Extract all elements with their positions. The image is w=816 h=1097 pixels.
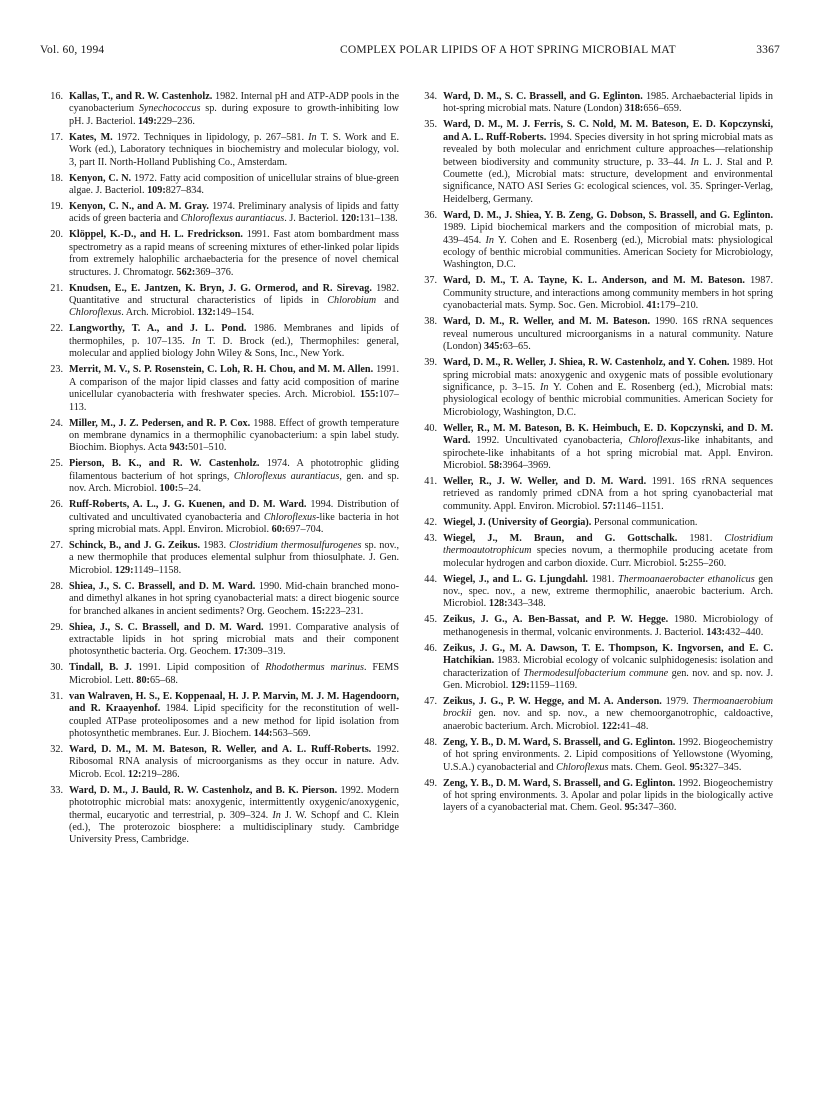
reference-authors: Ruff-Roberts, A. L., J. G. Kuenen, and D. M. Ward.: [69, 499, 307, 511]
reference-volume: 95:: [624, 802, 639, 814]
reference-italic: In: [485, 234, 495, 246]
reference-entry: [47, 785, 399, 847]
reference-authors: Ward, D. M., M. J. Ferris, S. C. Nold, M. M. Bateson, E. D. Kopczynski, and A. L. Ruff-Roberts.: [443, 119, 773, 143]
reference-text: gen. nov. and sp. nov. J. Gen. Microbiol.: [443, 667, 773, 691]
reference-volume: 132:: [197, 307, 216, 319]
reference-volume: 128:: [488, 598, 508, 610]
reference-authors: Kates, M.: [69, 131, 113, 143]
reference-text: 1994. Distribution of cultivated and uncultivated cyanobacteria and: [69, 499, 399, 523]
reference-number: 38.: [424, 316, 437, 328]
reference-text: 1984. Lipid specificity for the reconstitution of well-coupled ATPase proteoliposomes and a new method for lipid isolation from photosynthetic membranes. Eur. J. Biochem.: [69, 703, 399, 739]
reference-entry: [421, 91, 773, 116]
reference-volume: 129:: [510, 680, 530, 691]
reference-text: 1982. Quantitative and structural characteristics of lipids in: [69, 282, 400, 307]
reference-number: 21.: [50, 282, 63, 294]
reference-text: 1992. Biogeochemistry of hot spring environments. 3. Apolar and polar lipids in the biologically active layers of a cyanobacterial mat. Chem. Geol.: [443, 777, 773, 814]
reference-entry: [47, 323, 399, 360]
reference-text: 1990. 16S rRNA sequences reveal numerous uncultured microorganisms in a natural community. Nature (London): [443, 316, 773, 353]
reference-number: 39.: [424, 357, 437, 369]
reference-entry: [421, 614, 773, 639]
page-header: [40, 44, 780, 62]
reference-pages: 3964–3969.: [502, 459, 551, 471]
reference-pages: 563–569.: [272, 728, 311, 739]
reference-volume: 80:: [136, 674, 150, 686]
reference-authors: Tindall, B. J.: [69, 662, 132, 674]
reference-number: 33.: [50, 784, 63, 796]
reference-authors: Zeikus, J. G., M. A. Dawson, T. E. Thompson, K. Ingvorsen, and E. C. Hatchikian.: [443, 642, 773, 667]
reference-pages: 343–348.: [507, 598, 546, 610]
reference-text: 1992. Modern phototrophic microbial mats: anoxygenic, intermittently oxygenic/anoxygenic, thermal, eucaryotic and terrestrial, p. 309–324.: [69, 784, 399, 821]
reference-number: 29.: [50, 621, 63, 633]
reference-text: 1972. Techniques in lipidology, p. 267–581.: [112, 131, 309, 143]
reference-authors: Zeng, Y. B., D. M. Ward, S. Brassell, and G. Eglinton.: [443, 777, 676, 789]
reference-number: 22.: [50, 323, 63, 335]
reference-authors: Miller, M., J. Z. Pedersen, and R. P. Cox.: [69, 417, 251, 429]
reference-entry: [421, 210, 773, 272]
reference-italic: Chloroflexus aurantiacus: [233, 470, 340, 482]
reference-pages: 1159–1169.: [529, 680, 578, 691]
reference-entry: [47, 173, 399, 198]
reference-volume: 129:: [114, 564, 134, 576]
reference-entry: [47, 201, 399, 226]
reference-authors: van Walraven, H. S., E. Koppenaal, H. J. P. Marvin, M. J. M. Hagendoorn, and R. Kraayenhof.: [69, 690, 399, 715]
reference-volume: 15:: [311, 605, 326, 617]
reference-pages: 5–24.: [178, 483, 202, 495]
reference-authors: Schinck, B., and J. G. Zeikus.: [69, 539, 201, 551]
reference-entry: [47, 622, 399, 659]
reference-text: , gen. and sp. nov. Arch. Microbiol.: [69, 470, 400, 495]
reference-authors: Pierson, B. K., and R. W. Castenholz.: [69, 458, 260, 470]
reference-volume: 58:: [488, 459, 503, 471]
reference-authors: Shiea, J., S. C. Brassell, and D. M. Ward.: [69, 621, 264, 633]
reference-number: 44.: [424, 573, 437, 585]
reference-number: 48.: [424, 736, 437, 748]
reference-text: and: [376, 295, 399, 307]
reference-number: 46.: [424, 642, 437, 654]
running-title: COMPLEX POLAR LIPIDS OF A HOT SPRING MICROBIAL MAT: [340, 44, 676, 56]
reference-text: gen. nov. and sp. nov., a new chemoorganotrophic, caldoactive, anaerobic bacterium. Arch. Microbiol.: [443, 708, 773, 732]
reference-number: 47.: [424, 696, 437, 707]
reference-authors: Langworthy, T. A., and J. L. Pond.: [69, 323, 247, 335]
reference-authors: Wiegel, J. (University of Georgia).: [443, 516, 592, 528]
reference-authors: Knudsen, E., E. Jantzen, K. Bryn, J. G. Ormerod, and R. Sirevag.: [69, 282, 372, 294]
reference-volume: 12:: [127, 768, 142, 780]
reference-number: 35.: [424, 119, 437, 131]
reference-text: 1994. Species diversity in hot spring microbial mats as revealed by both molecular and enrichment culture approaches—relationship between biodiversity and community structure, p. 33–44.: [443, 131, 773, 168]
reference-authors: Ward, D. M., S. C. Brassell, and G. Eglinton.: [443, 91, 643, 102]
reference-number: 25.: [50, 458, 63, 470]
reference-entry: [47, 364, 399, 414]
reference-volume: 562:: [176, 266, 196, 278]
reference-volume: 17:: [233, 646, 248, 658]
reference-pages: 255–260.: [688, 557, 727, 569]
reference-text: 1988. Effect of growth temperature on membrane dynamics in a thermophilic cyanobacterium: a spin label study. Biochim. Biophys. Acta: [69, 417, 399, 454]
reference-pages: 656–659.: [643, 103, 682, 115]
reference-text: . Arch. Microbiol.: [121, 307, 198, 319]
reference-number: 20.: [50, 229, 63, 241]
reference-entry: [421, 119, 773, 206]
reference-number: 41.: [424, 475, 437, 487]
reference-authors: Ward, D. M., R. Weller, and M. M. Bateson.: [443, 316, 651, 328]
reference-text: J. W. Schopf and C. Klein (ed.), The proterozoic biosphere: a multidisciplinary study. Cambridge University Press, Cambridge.: [69, 809, 399, 846]
reference-authors: Ward, D. M., M. M. Bateson, R. Weller, and A. L. Ruff-Roberts.: [69, 744, 372, 755]
reference-authors: Zeng, Y. B., D. M. Ward, S. Brassell, and G. Eglinton.: [443, 736, 676, 748]
reference-authors: Klöppel, K.-D., and H. L. Fredrickson.: [69, 229, 243, 241]
reference-authors: Ward, D. M., J. Shiea, Y. B. Zeng, G. Dobson, S. Brassell, and G. Eglinton.: [443, 209, 773, 221]
reference-entry: [47, 458, 399, 495]
reference-entry: [47, 540, 399, 577]
reference-pages: 309–319.: [247, 646, 286, 658]
reference-pages: 149–154.: [215, 307, 254, 319]
reference-volume: 109:: [147, 185, 166, 197]
reference-text: 1990. Mid-chain branched mono- and dimethyl alkanes in hot spring cyanobacterial mats: a direct biogenic source for branched alkanes in ancient sediments? Org. Geochem.: [69, 580, 399, 617]
reference-text: species novum, a thermophile producing acetate from molecular hydrogen and carbon dioxide. Curr. Microbiol.: [443, 545, 773, 569]
reference-text: 1982. Internal pH and ATP-ADP pools in the cyanobacterium: [69, 91, 399, 115]
reference-volume: 345:: [484, 341, 503, 353]
reference-text: T. S. Work and E. Work (ed.), Laboratory techniques in biochemistry and molecular biology, vol. 3, part II. North-Holland Publishing Co., Amsterdam.: [69, 131, 399, 168]
reference-text: 1981.: [587, 573, 618, 585]
reference-pages: 501–510.: [188, 442, 227, 454]
reference-text: Y. Cohen and E. Rosenberg (ed.), Microbial mats: physiological ecology of benthic microbial communities. American Society for Microbiology, Washington, D.C.: [443, 234, 774, 271]
reference-entry: [47, 132, 399, 169]
reference-authors: Wiegel, J., M. Braun, and G. Gottschalk.: [443, 532, 678, 544]
reference-number: 30.: [50, 662, 63, 674]
reference-number: 17.: [50, 131, 63, 143]
reference-italic: Chloroflexus aurantiacus: [180, 213, 285, 225]
reference-text: 1974. Preliminary analysis of lipids and fatty acids of green bacteria and: [69, 201, 399, 225]
reference-volume: 95:: [689, 761, 704, 773]
reference-volume: 5:: [679, 557, 689, 569]
reference-number: 31.: [50, 690, 63, 702]
reference-entry: [47, 691, 399, 741]
reference-entry: [421, 316, 773, 353]
reference-number: 18.: [50, 172, 63, 184]
reference-italic: Clostridium thermoautotrophicum: [443, 532, 773, 557]
reference-pages: 179–210.: [660, 300, 699, 312]
reference-italic: Chloroflexus: [556, 761, 609, 773]
reference-text: Personal communication.: [591, 516, 698, 528]
reference-text: mats. Chem. Geol.: [608, 761, 690, 773]
reference-number: 24.: [50, 417, 63, 429]
reference-pages: 1146–1151.: [616, 500, 664, 512]
reference-entry: [421, 357, 773, 419]
reference-text: 1989. Lipid biochemical markers and the composition of microbial mats, p. 439–454.: [443, 222, 773, 246]
reference-text: 1986. Membranes and lipids of thermophiles, p. 107–135.: [69, 323, 399, 347]
reference-number: 19.: [50, 201, 63, 213]
reference-text: -like inhabitants, and spirochete-like inhabitants of a hot spring microbial mat. Appl. Environ. Microbiol.: [443, 435, 773, 471]
reference-text: 1992. Biogeochemistry of hot spring environments. 2. Lipid compositions of Yellowstone (Wyoming, U.S.A.) cyanobacterial and: [443, 736, 773, 773]
reference-entry: [47, 581, 399, 618]
reference-italic: In: [191, 335, 201, 347]
reference-pages: 107–113.: [69, 389, 399, 413]
reference-number: 42.: [424, 516, 437, 528]
reference-italic: In: [272, 809, 281, 821]
reference-entry: [421, 533, 773, 570]
reference-text: 1972. Fatty acid composition of unicellular strains of blue-green algae. J. Bacteriol.: [69, 172, 400, 197]
reference-italic: Synechococcus: [138, 103, 201, 115]
reference-text: 1991. A comparison of the major lipid classes and fatty acid composition of marine unicellular cyanobacteria with freshwater species. Arch. Microbiol.: [69, 364, 399, 401]
reference-authors: Wiegel, J., and L. G. Ljungdahl.: [443, 573, 588, 585]
reference-italic: Chloroflexus: [69, 307, 122, 319]
reference-authors: Zeikus, J. G., P. W. Hegge, and M. A. Anderson.: [443, 696, 662, 707]
reference-text: L. J. Stal and P. Coumette (ed.), Microbial mats: structure, development and environmental significance, NATO ASI Series G: ecological sciences, vol. 35. Springer-Verlag, Heidelberg, Germany.: [443, 156, 773, 205]
reference-volume: 149:: [138, 115, 157, 127]
reference-authors: Zeikus, J. G., A. Ben-Bassat, and P. W. Hegge.: [443, 614, 669, 626]
reference-pages: 432–440.: [725, 626, 764, 638]
reference-number: 26.: [50, 499, 63, 511]
reference-text: . FEMS Microbiol. Lett.: [69, 662, 399, 686]
reference-text: 1991. Comparative analysis of extractable lipids in hot spring microbial mats and their component photosynthetic bacteria. Org. Geochem.: [69, 621, 399, 658]
reference-volume: 122:: [601, 720, 621, 732]
reference-text: . J. Bacteriol.: [284, 213, 341, 225]
reference-number: 23.: [50, 364, 63, 376]
reference-text: 1992. Ribosomal RNA analysis of microorganisms as they occur in nature. Adv. Microb. Ecol.: [69, 744, 399, 780]
reference-text: sp. during exposure to growth-inhibiting low pH. J. Bacteriol.: [69, 103, 400, 127]
reference-text: 1983.: [200, 539, 230, 551]
reference-text: 1987. Community structure, and interactions among community members in hot spring cyanobacterial mats. Symp. Soc. Gen. Microbiol.: [443, 275, 773, 312]
reference-pages: 223–231.: [325, 605, 364, 617]
reference-volume: 60:: [271, 523, 286, 535]
reference-pages: 219–286.: [141, 768, 180, 780]
reference-authors: Merrit, M. V., S. P. Rosenstein, C. Loh, R. H. Chou, and M. M. Allen.: [69, 364, 374, 376]
reference-volume: 100:: [159, 483, 179, 495]
reference-text: 1991. 16S rRNA sequences retrieved as randomly primed cDNA from a hot spring cyanobacterial mat community. Appl. Environ. Microbiol.: [443, 475, 773, 512]
reference-italic: Thermoanaerobacter ethanolicus: [617, 573, 755, 585]
reference-pages: 229–236.: [156, 115, 195, 127]
reference-entry: [47, 283, 399, 320]
journal-volume: Vol. 60, 1994: [40, 44, 105, 56]
reference-text: sp. nov., a new thermophile that produces elemental sulphur from thiosulphate. J. Gen. Microbiol.: [69, 539, 400, 576]
reference-text: 1981.: [677, 532, 725, 544]
reference-volume: 155:: [359, 389, 379, 401]
reference-volume: 143:: [706, 626, 726, 638]
reference-text: 1992. Uncultivated cyanobacteria,: [470, 435, 629, 447]
reference-authors: Kenyon, C. N.: [69, 172, 132, 184]
reference-entry: [421, 476, 773, 513]
reference-entry: [421, 574, 773, 611]
reference-number: 16.: [50, 91, 63, 102]
reference-pages: 347–360.: [638, 802, 677, 814]
reference-column-right: [421, 91, 773, 818]
reference-entry: [421, 423, 773, 473]
reference-text: 1980. Microbiology of methanogenesis in thermal, volcanic environments. J. Bacteriol.: [443, 614, 773, 638]
reference-italic: Chloroflexus: [628, 435, 681, 447]
reference-volume: 120:: [340, 213, 360, 225]
reference-text: 1979.: [661, 696, 693, 707]
reference-authors: Kenyon, C. N., and A. M. Gray.: [69, 201, 209, 213]
reference-text: 1989. Hot spring microbial mats: anoxygenic and oxygenic mats of possible evolutionary significance, p. 3–15.: [443, 357, 774, 393]
reference-authors: Kallas, T., and R. W. Castenholz.: [69, 91, 213, 102]
reference-authors: Ward, D. M., R. Weller, J. Shiea, R. W. Castenholz, and Y. Cohen.: [443, 357, 730, 369]
reference-text: T. D. Brock (ed.), Thermophiles: general, molecular and applied biology John Wiley & Sons, Inc., New York.: [69, 335, 399, 360]
reference-entry: [421, 737, 773, 774]
page-number: 3367: [756, 44, 780, 56]
reference-number: 36.: [424, 209, 437, 221]
reference-italic: Thermodesulfobacterium commune: [523, 667, 669, 679]
reference-italic: In: [308, 131, 317, 143]
reference-text: 1983. Microbial ecology of volcanic sulphidogenesis: isolation and characterization of: [443, 655, 773, 679]
reference-text: 1991. Fast atom bombardment mass spectrometry as a rapid means of screening mixtures of ether-linked polar lipids from extremely halophilic archaebacteria for the presence of novel chemical structures. J. Chromatogr.: [69, 229, 399, 278]
reference-italic: Chlorobium: [327, 295, 377, 307]
reference-number: 34.: [424, 91, 437, 102]
reference-pages: 63–65.: [502, 341, 531, 353]
reference-number: 43.: [424, 532, 437, 544]
reference-entry: [47, 418, 399, 455]
reference-entry: [47, 229, 399, 279]
reference-entry: [421, 517, 773, 529]
reference-pages: 131–138.: [359, 213, 398, 225]
reference-number: 40.: [424, 422, 437, 434]
reference-italic: Thermoanaerobium brockii: [443, 696, 773, 720]
reference-entry: [47, 662, 399, 687]
reference-text: -like bacteria in hot spring microbial mats. Appl. Environ. Microbiol.: [69, 511, 399, 535]
reference-entry: [421, 696, 773, 733]
reference-authors: Shiea, J., S. C. Brassell, and D. M. Ward.: [69, 580, 256, 592]
reference-pages: 65–68.: [149, 674, 178, 686]
reference-volume: 943:: [169, 442, 189, 454]
reference-entry: [47, 91, 399, 128]
reference-pages: 369–376.: [195, 266, 234, 278]
reference-text: gen nov., spec. nov., a new, extreme thermophilic, anaerobic bacterium. Arch. Microbiol.: [443, 573, 773, 610]
reference-entry: [421, 643, 773, 693]
reference-entry: [421, 778, 773, 815]
reference-number: 49.: [424, 777, 437, 789]
reference-entry: [421, 275, 773, 312]
reference-italic: Clostridium thermosulfurogenes: [229, 539, 362, 551]
reference-authors: Ward, D. M., T. A. Tayne, K. L. Anderson, and M. M. Bateson.: [443, 275, 745, 287]
reference-pages: 1149–1158.: [133, 564, 182, 576]
reference-text: 1985. Archaebacterial lipids in hot-spring microbial mats. Nature (London): [443, 91, 773, 115]
reference-italic: In: [540, 381, 549, 393]
reference-volume: 57:: [602, 500, 617, 512]
reference-authors: Ward, D. M., J. Bauld, R. W. Castenholz, and B. K. Pierson.: [69, 784, 338, 796]
reference-pages: 41–48.: [620, 720, 649, 732]
reference-number: 27.: [50, 539, 63, 551]
reference-number: 32.: [50, 744, 63, 755]
reference-entry: [47, 744, 399, 781]
reference-italic: Rhodothermus marinus: [265, 662, 364, 674]
reference-authors: Weller, R., J. W. Weller, and D. M. Ward.: [443, 475, 647, 487]
reference-volume: 318:: [624, 103, 644, 115]
reference-text: Y. Cohen and E. Rosenberg (ed.), Microbial mats: physiological ecology of benthic microbial communities. American Society for Microbiology, Washington, D.C.: [443, 381, 774, 418]
reference-pages: 327–345.: [703, 761, 742, 773]
reference-text: 1974. A phototrophic gliding filamentous bacterium of hot springs,: [69, 458, 399, 482]
reference-pages: 697–704.: [285, 523, 324, 535]
reference-volume: 144:: [253, 728, 273, 739]
reference-italic: In: [690, 156, 699, 168]
reference-entry: [47, 499, 399, 536]
reference-text: 1991. Lipid composition of: [131, 662, 266, 674]
reference-volume: 41:: [646, 300, 661, 312]
reference-pages: 827–834.: [165, 185, 204, 197]
reference-authors: Weller, R., M. M. Bateson, B. K. Heimbuch, E. D. Kopczynski, and D. M. Ward.: [443, 422, 773, 447]
reference-italic: Chloroflexus: [263, 511, 317, 523]
reference-column-left: [47, 91, 399, 850]
reference-number: 45.: [424, 614, 437, 626]
reference-number: 37.: [424, 275, 437, 287]
reference-number: 28.: [50, 580, 63, 592]
